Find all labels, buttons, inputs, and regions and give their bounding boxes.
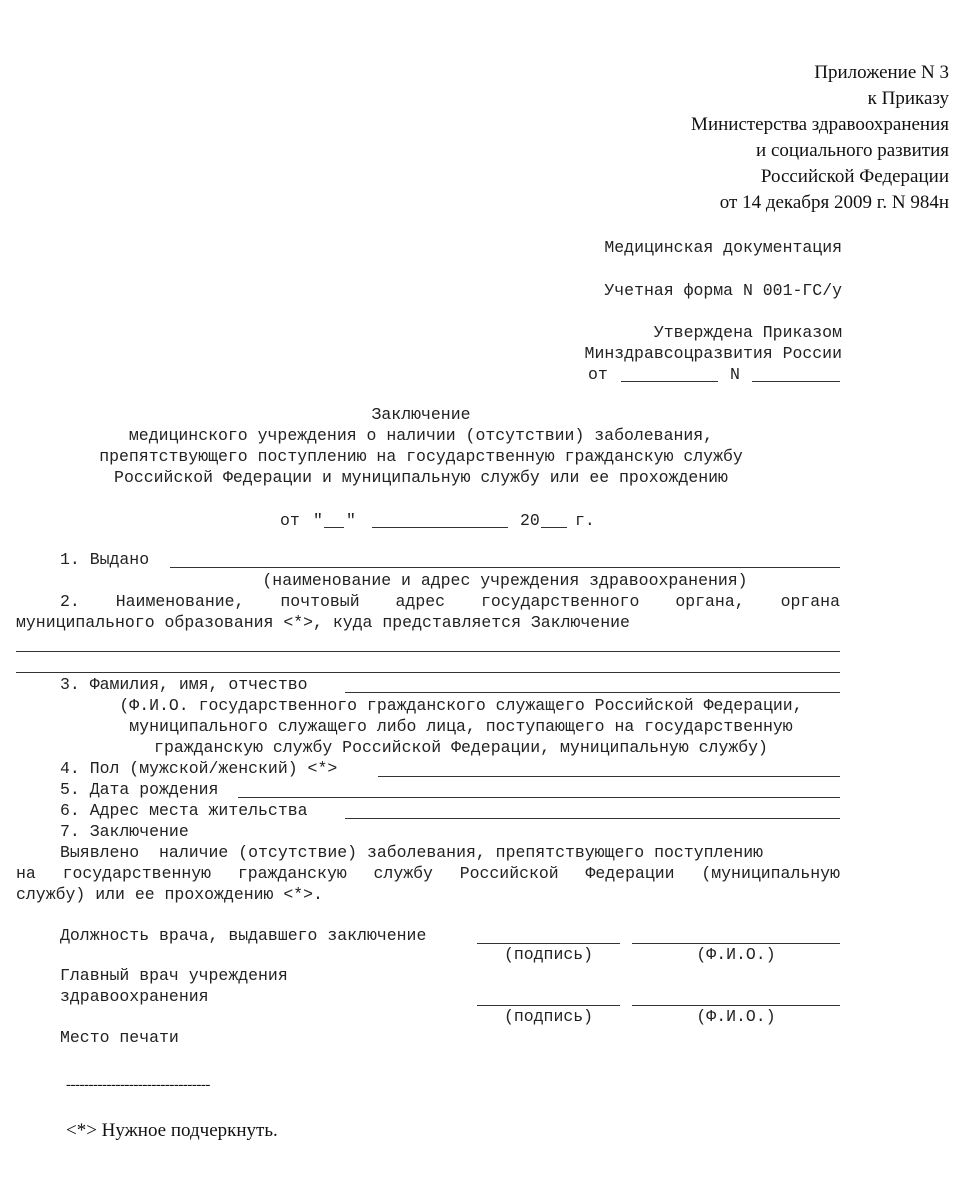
appendix-line-6: от 14 декабря 2009 г. N 984н (719, 192, 949, 213)
field-7-word: (муниципальную (701, 864, 840, 883)
field-2-word: Наименование, (115, 592, 245, 611)
field-7-word: государственную (62, 864, 212, 883)
title-line-2: медицинского учреждения о наличии (отсутствии) заболевания, (128, 426, 714, 445)
field-5-label: 5. Дата рождения (60, 780, 219, 799)
field-7-line-2 (16, 863, 840, 884)
approved-line-2: Минздравсоцразвития России (584, 344, 842, 363)
field-2-word: государственного (480, 592, 640, 611)
date-year-line[interactable] (541, 527, 567, 528)
appendix-line-1: Приложение N 3 (814, 62, 949, 83)
footnote: <*> Нужное подчеркнуть. (66, 1120, 278, 1141)
field-2-word: адрес (395, 592, 446, 611)
field-2-answer-line-1[interactable] (16, 651, 840, 652)
date-month-line[interactable] (372, 527, 508, 528)
field-7-line-3: службу) или ее прохождению <*>. (16, 885, 323, 904)
field-4-line[interactable] (378, 776, 840, 777)
doctor-fio-caption: (Ф.И.О.) (696, 945, 776, 964)
field-4-label: 4. Пол (мужской/женский) <*> (60, 759, 338, 778)
field-2-word: органа, (675, 592, 745, 611)
approved-number-line[interactable] (752, 381, 840, 382)
field-2-line-2: муниципального образования <*>, куда представляется Заключение (16, 613, 630, 632)
field-7-label: 7. Заключение (60, 822, 189, 841)
title-line-1: Заключение (371, 405, 471, 424)
field-2-answer-line-2[interactable] (16, 672, 840, 673)
title-line-3: препятствующего поступлению на государственную гражданскую службу (99, 447, 743, 466)
appendix-line-4: и социального развития (756, 140, 949, 161)
date-quote-close: " (346, 511, 356, 530)
field-7-word: на (16, 864, 36, 883)
appendix-line-5: Российской Федерации (760, 166, 949, 187)
field-1-line[interactable] (170, 567, 840, 568)
date-year-suffix: г. (575, 511, 595, 530)
chief-physician-line-2: здравоохранения (60, 987, 209, 1006)
approved-number-label: N (730, 365, 740, 384)
chief-physician-line-1: Главный врач учреждения (60, 966, 288, 985)
title-line-4: Российской Федерации и муниципальную службу или ее прохождению (114, 468, 728, 487)
date-day-line[interactable] (324, 527, 344, 528)
field-3-caption-1: (Ф.И.О. государственного гражданского служащего Российской Федерации, (119, 696, 803, 715)
field-7-line-1: Выявлено наличие (отсутствие) заболевания, препятствующего поступлению (60, 843, 764, 862)
field-6-line[interactable] (345, 818, 840, 819)
approved-line-1: Утверждена Приказом (653, 323, 842, 342)
document-title (0, 404, 842, 488)
approved-date-line[interactable] (621, 381, 718, 382)
approved-from-label: от (588, 365, 608, 384)
field-3-caption-2: муниципального служащего либо лица, поступающего на государственную (129, 717, 793, 736)
chief-signature-caption: (подпись) (503, 1007, 594, 1026)
field-2-word: органа (780, 592, 840, 611)
appendix-line-2: к Приказу (867, 88, 949, 109)
field-3-caption-3: гражданскую службу Российской Федерации, муниципальную службу) (154, 738, 768, 757)
field-1-caption: (наименование и адрес учреждения здравоохранения) (262, 571, 748, 590)
field-2-word: 2. (60, 592, 80, 611)
form-number-label: Учетная форма N 001-ГС/у (604, 281, 842, 300)
seal-label: Место печати (60, 1028, 179, 1047)
field-7-word: службу (373, 864, 433, 883)
footnote-separator: -------------------------------- (66, 1077, 210, 1093)
field-1-label: 1. Выдано (60, 550, 150, 569)
date-quote-open: " (313, 511, 323, 530)
field-3-line[interactable] (345, 692, 840, 693)
field-7-word: Российской (459, 864, 559, 883)
field-6-label: 6. Адрес места жительства (60, 801, 308, 820)
date-year-prefix: 20 (520, 511, 540, 530)
date-from-label: от (280, 511, 300, 530)
appendix-header (691, 60, 949, 216)
field-5-line[interactable] (238, 797, 840, 798)
field-7-word: Федерации (585, 864, 675, 883)
appendix-line-3: Министерства здравоохранения (691, 114, 949, 135)
medical-docs-label: Медицинская документация (604, 238, 842, 257)
field-7-word: гражданскую (237, 864, 347, 883)
field-2-word: почтовый (280, 592, 360, 611)
doctor-position-label: Должность врача, выдавшего заключение (60, 926, 427, 945)
chief-fio-caption: (Ф.И.О.) (696, 1007, 776, 1026)
field-3-label: 3. Фамилия, имя, отчество (60, 675, 308, 694)
field-2-line-1 (60, 591, 840, 612)
doctor-signature-caption: (подпись) (503, 945, 594, 964)
